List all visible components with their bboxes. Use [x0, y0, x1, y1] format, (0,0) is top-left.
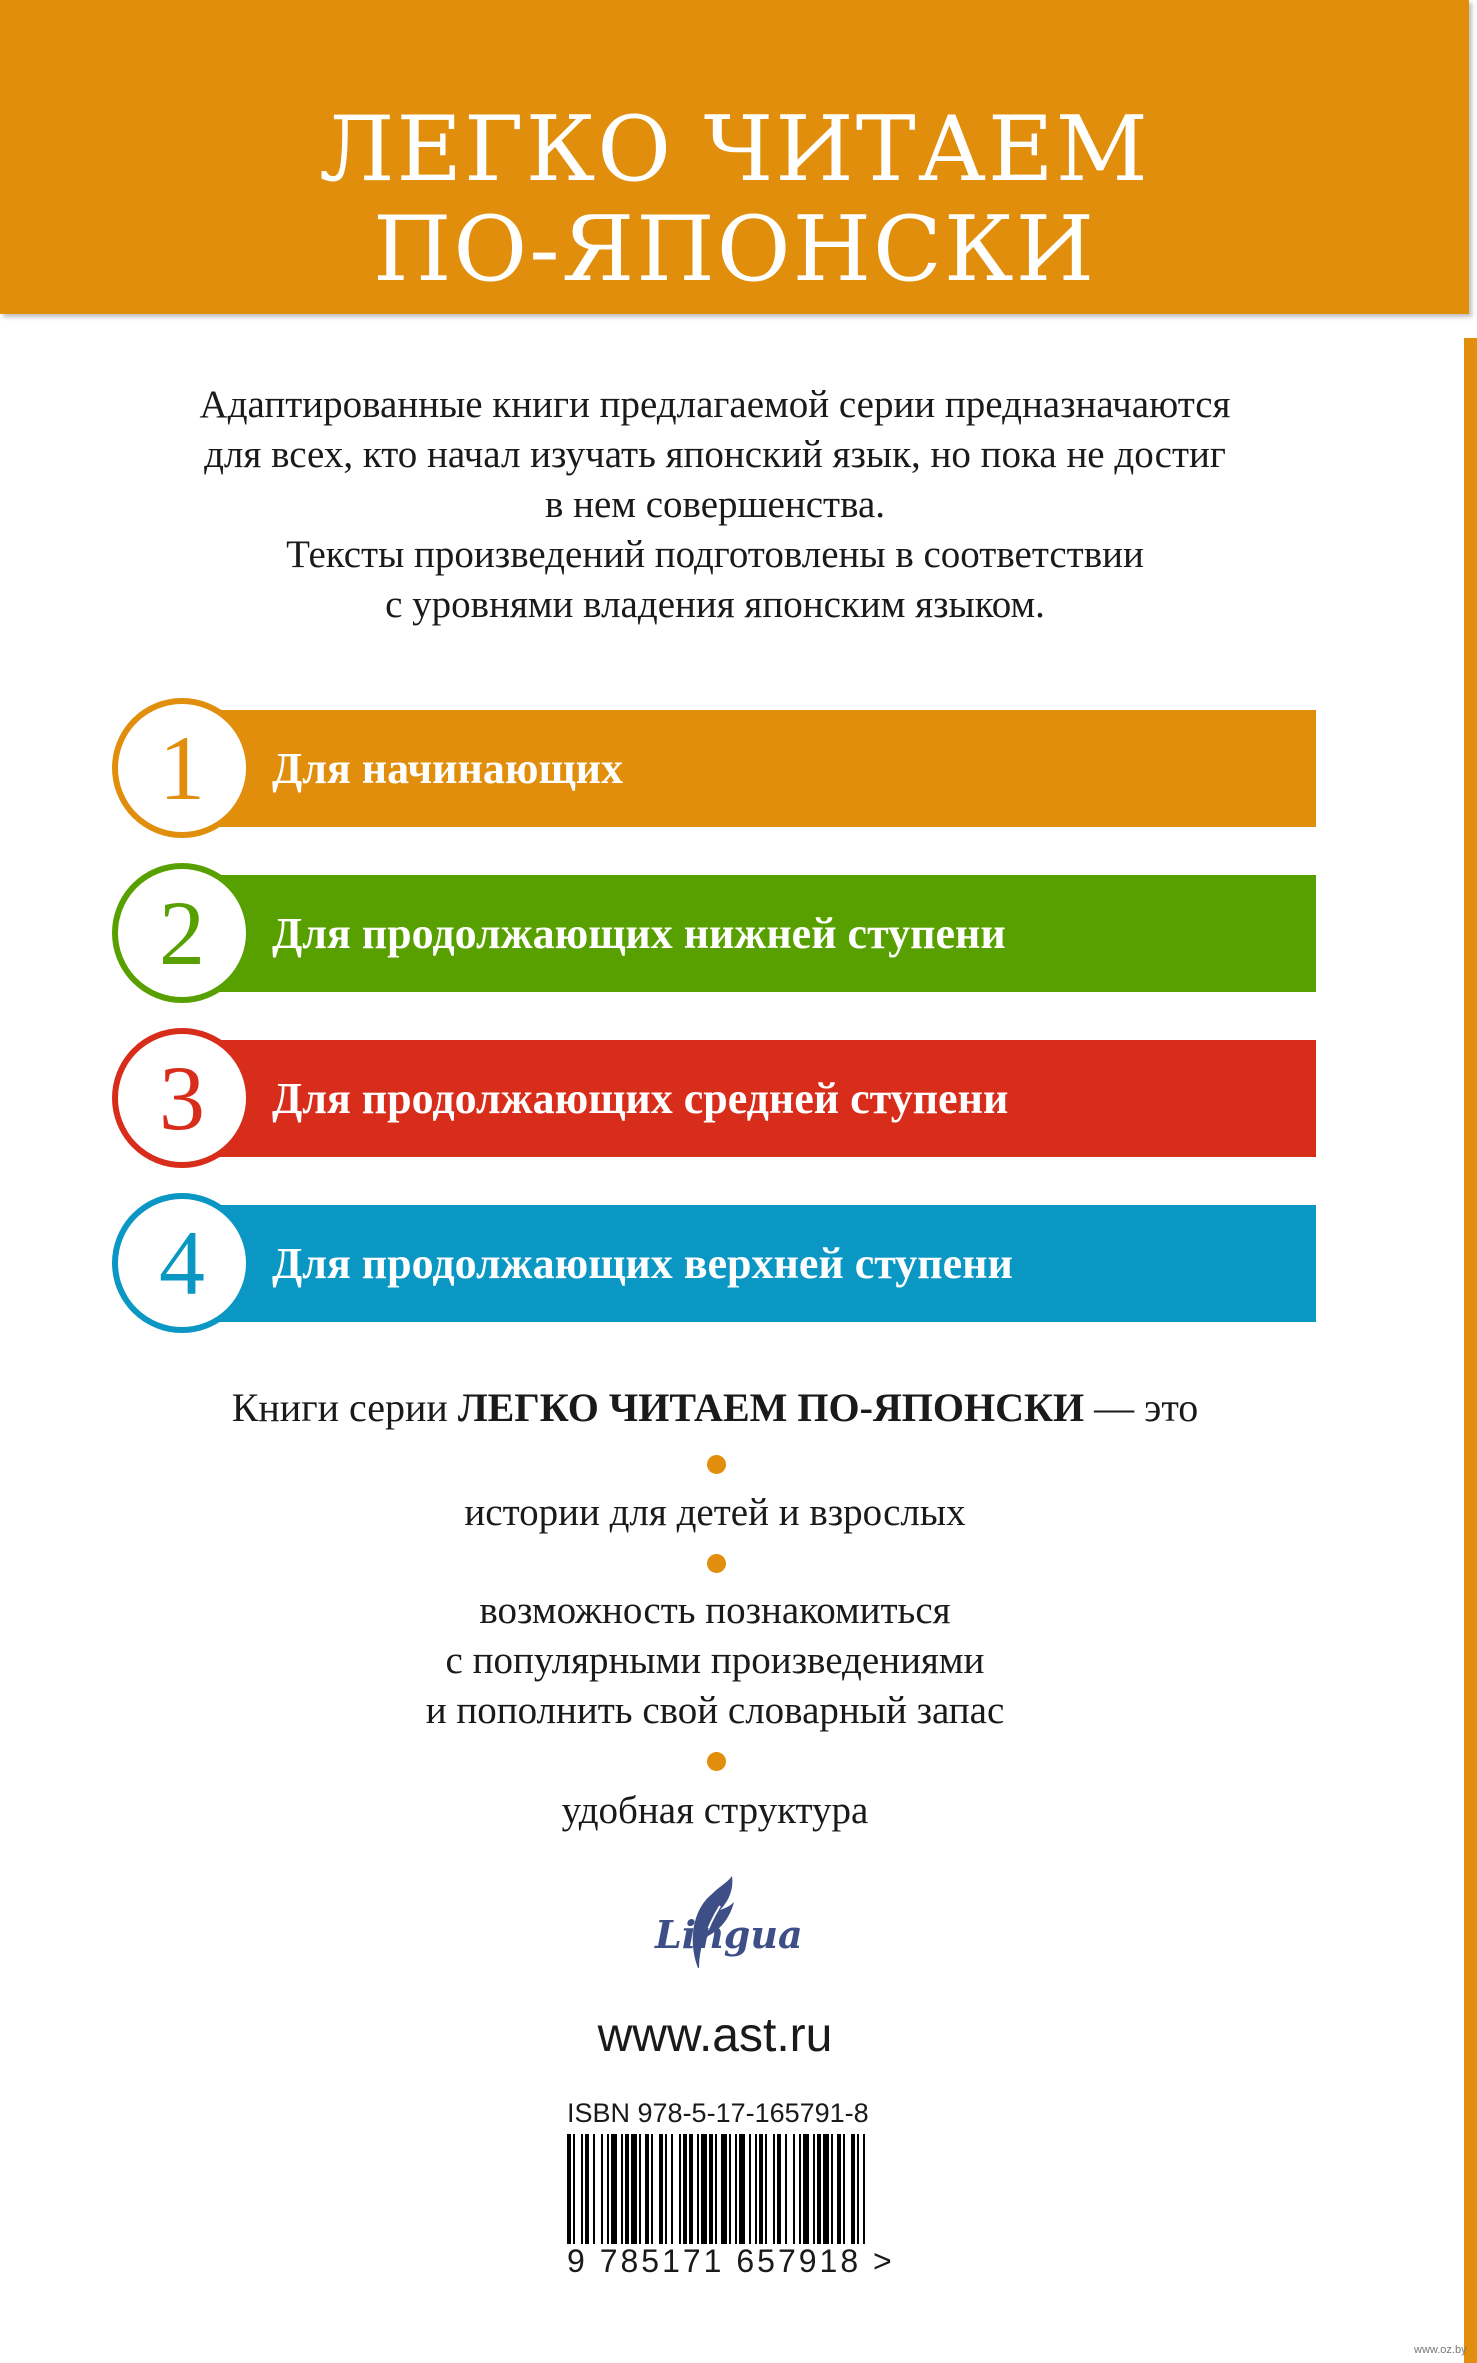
level-number: 4 — [159, 1212, 205, 1314]
barcode-bar — [709, 2134, 713, 2244]
intro-line: для всех, кто начал изучать японский язык, но пока не достиг — [204, 433, 1226, 476]
level-number: 1 — [159, 717, 205, 819]
feature-line: с популярными произведениями — [445, 1639, 985, 1682]
barcode-bar — [803, 2134, 809, 2244]
barcode-bar — [567, 2134, 571, 2244]
level-number-badge-2 — [112, 863, 252, 1003]
level-number-badge-4 — [112, 1193, 252, 1333]
barcode-bar — [601, 2134, 603, 2244]
barcode-bar — [607, 2134, 609, 2244]
barcode-bar — [777, 2134, 781, 2244]
barcode-bar — [755, 2134, 757, 2244]
barcode-bar — [735, 2134, 737, 2244]
series-title — [0, 97, 1469, 302]
level-label: Для продолжающих нижней ступени — [272, 909, 1006, 958]
barcode-bar — [765, 2134, 767, 2244]
feature-line: удобная структура — [561, 1789, 869, 1832]
spine-edge-stripe — [1464, 338, 1477, 2363]
barcode-bar — [817, 2134, 821, 2244]
level-number-badge-1 — [112, 698, 252, 838]
series-suffix: — это — [1084, 1385, 1199, 1430]
barcode-bar — [739, 2134, 745, 2244]
barcode-bar — [785, 2134, 787, 2244]
barcode-bar — [665, 2134, 667, 2244]
barcode-bar — [573, 2134, 575, 2244]
intro-line: Тексты произведений подготовлены в соответствии — [286, 533, 1144, 576]
barcode-bar — [593, 2134, 595, 2244]
barcode-bar — [823, 2134, 829, 2244]
level-bar-1 — [190, 710, 1316, 827]
series-prefix: Книги серии — [231, 1385, 458, 1430]
barcode-bar — [851, 2134, 855, 2244]
barcode-bar — [671, 2134, 673, 2244]
feature-item-stories — [0, 1488, 1430, 1538]
barcode-bar — [863, 2134, 865, 2244]
feature-item-structure — [0, 1786, 1430, 1836]
barcode-bar — [749, 2134, 751, 2244]
level-label: Для продолжающих верхней ступени — [272, 1239, 1013, 1288]
barcode-bar — [721, 2134, 727, 2244]
isbn-label: ISBN 978-5-17-165791-8 — [567, 2098, 869, 2128]
barcode-bar — [697, 2134, 699, 2244]
barcode-bar — [581, 2134, 583, 2244]
barcode-bar — [611, 2134, 617, 2244]
barcode-bar — [639, 2134, 641, 2244]
barcode-bar — [631, 2134, 637, 2244]
level-label: Для продолжающих средней ступени — [272, 1074, 1009, 1123]
barcode-bar — [645, 2134, 649, 2244]
lingua-logo-text: Lingua — [655, 1912, 803, 1957]
bullet-dot — [707, 1455, 726, 1474]
barcode — [567, 2134, 867, 2244]
intro-line: в нем совершенства. — [544, 483, 886, 526]
barcode-bar — [679, 2134, 681, 2244]
intro-line: с уровнями владения японским языком. — [385, 583, 1045, 626]
watermark: www.oz.by — [1414, 2344, 1467, 2356]
barcode-bar — [585, 2134, 589, 2244]
feature-item-vocabulary — [0, 1586, 1430, 1736]
barcode-bar — [715, 2134, 717, 2244]
barcode-bar — [773, 2134, 775, 2244]
barcode-bar — [689, 2134, 693, 2244]
series-title-line-2: ПО-ЯПОНСКИ — [372, 197, 1097, 302]
bullet-dot — [707, 1752, 726, 1771]
barcode-bar — [857, 2134, 859, 2244]
level-number: 2 — [159, 882, 205, 984]
feature-line: и пополнить свой словарный запас — [425, 1689, 1005, 1732]
barcode-bar — [621, 2134, 623, 2244]
bullet-dot — [707, 1554, 726, 1573]
level-bar-4 — [190, 1205, 1316, 1322]
feature-line: возможность познакомиться — [479, 1589, 951, 1632]
barcode-bar — [683, 2134, 687, 2244]
series-name: ЛЕГКО ЧИТАЕМ ПО-ЯПОНСКИ — [457, 1385, 1085, 1430]
barcode-bar — [837, 2134, 841, 2244]
website-url[interactable]: www.ast.ru — [597, 2009, 833, 2062]
title-banner — [0, 0, 1469, 314]
barcode-bar — [813, 2134, 815, 2244]
barcode-bar — [659, 2134, 663, 2244]
intro-line: Адаптированные книги предлагаемой серии предназначаются — [199, 383, 1231, 426]
barcode-bar — [651, 2134, 653, 2244]
barcode-bar — [625, 2134, 629, 2244]
barcode-bar — [843, 2134, 845, 2244]
barcode-bar — [729, 2134, 731, 2244]
level-label: Для начинающих — [272, 744, 623, 793]
barcode-digits: 9 785171 657918 > — [567, 2243, 895, 2279]
series-title-line-1: ЛЕГКО ЧИТАЕМ — [319, 97, 1150, 202]
barcode-bar — [759, 2134, 763, 2244]
series-intro-sentence — [0, 1380, 1430, 1436]
intro-paragraph — [80, 380, 1350, 630]
level-bar-2 — [190, 875, 1316, 992]
level-bar-3 — [190, 1040, 1316, 1157]
level-number: 3 — [159, 1047, 205, 1149]
barcode-bar — [831, 2134, 833, 2244]
barcode-bar — [701, 2134, 707, 2244]
barcode-bar — [799, 2134, 801, 2244]
barcode-bar — [793, 2134, 795, 2244]
feature-line: истории для детей и взрослых — [464, 1491, 966, 1534]
level-number-badge-3 — [112, 1028, 252, 1168]
